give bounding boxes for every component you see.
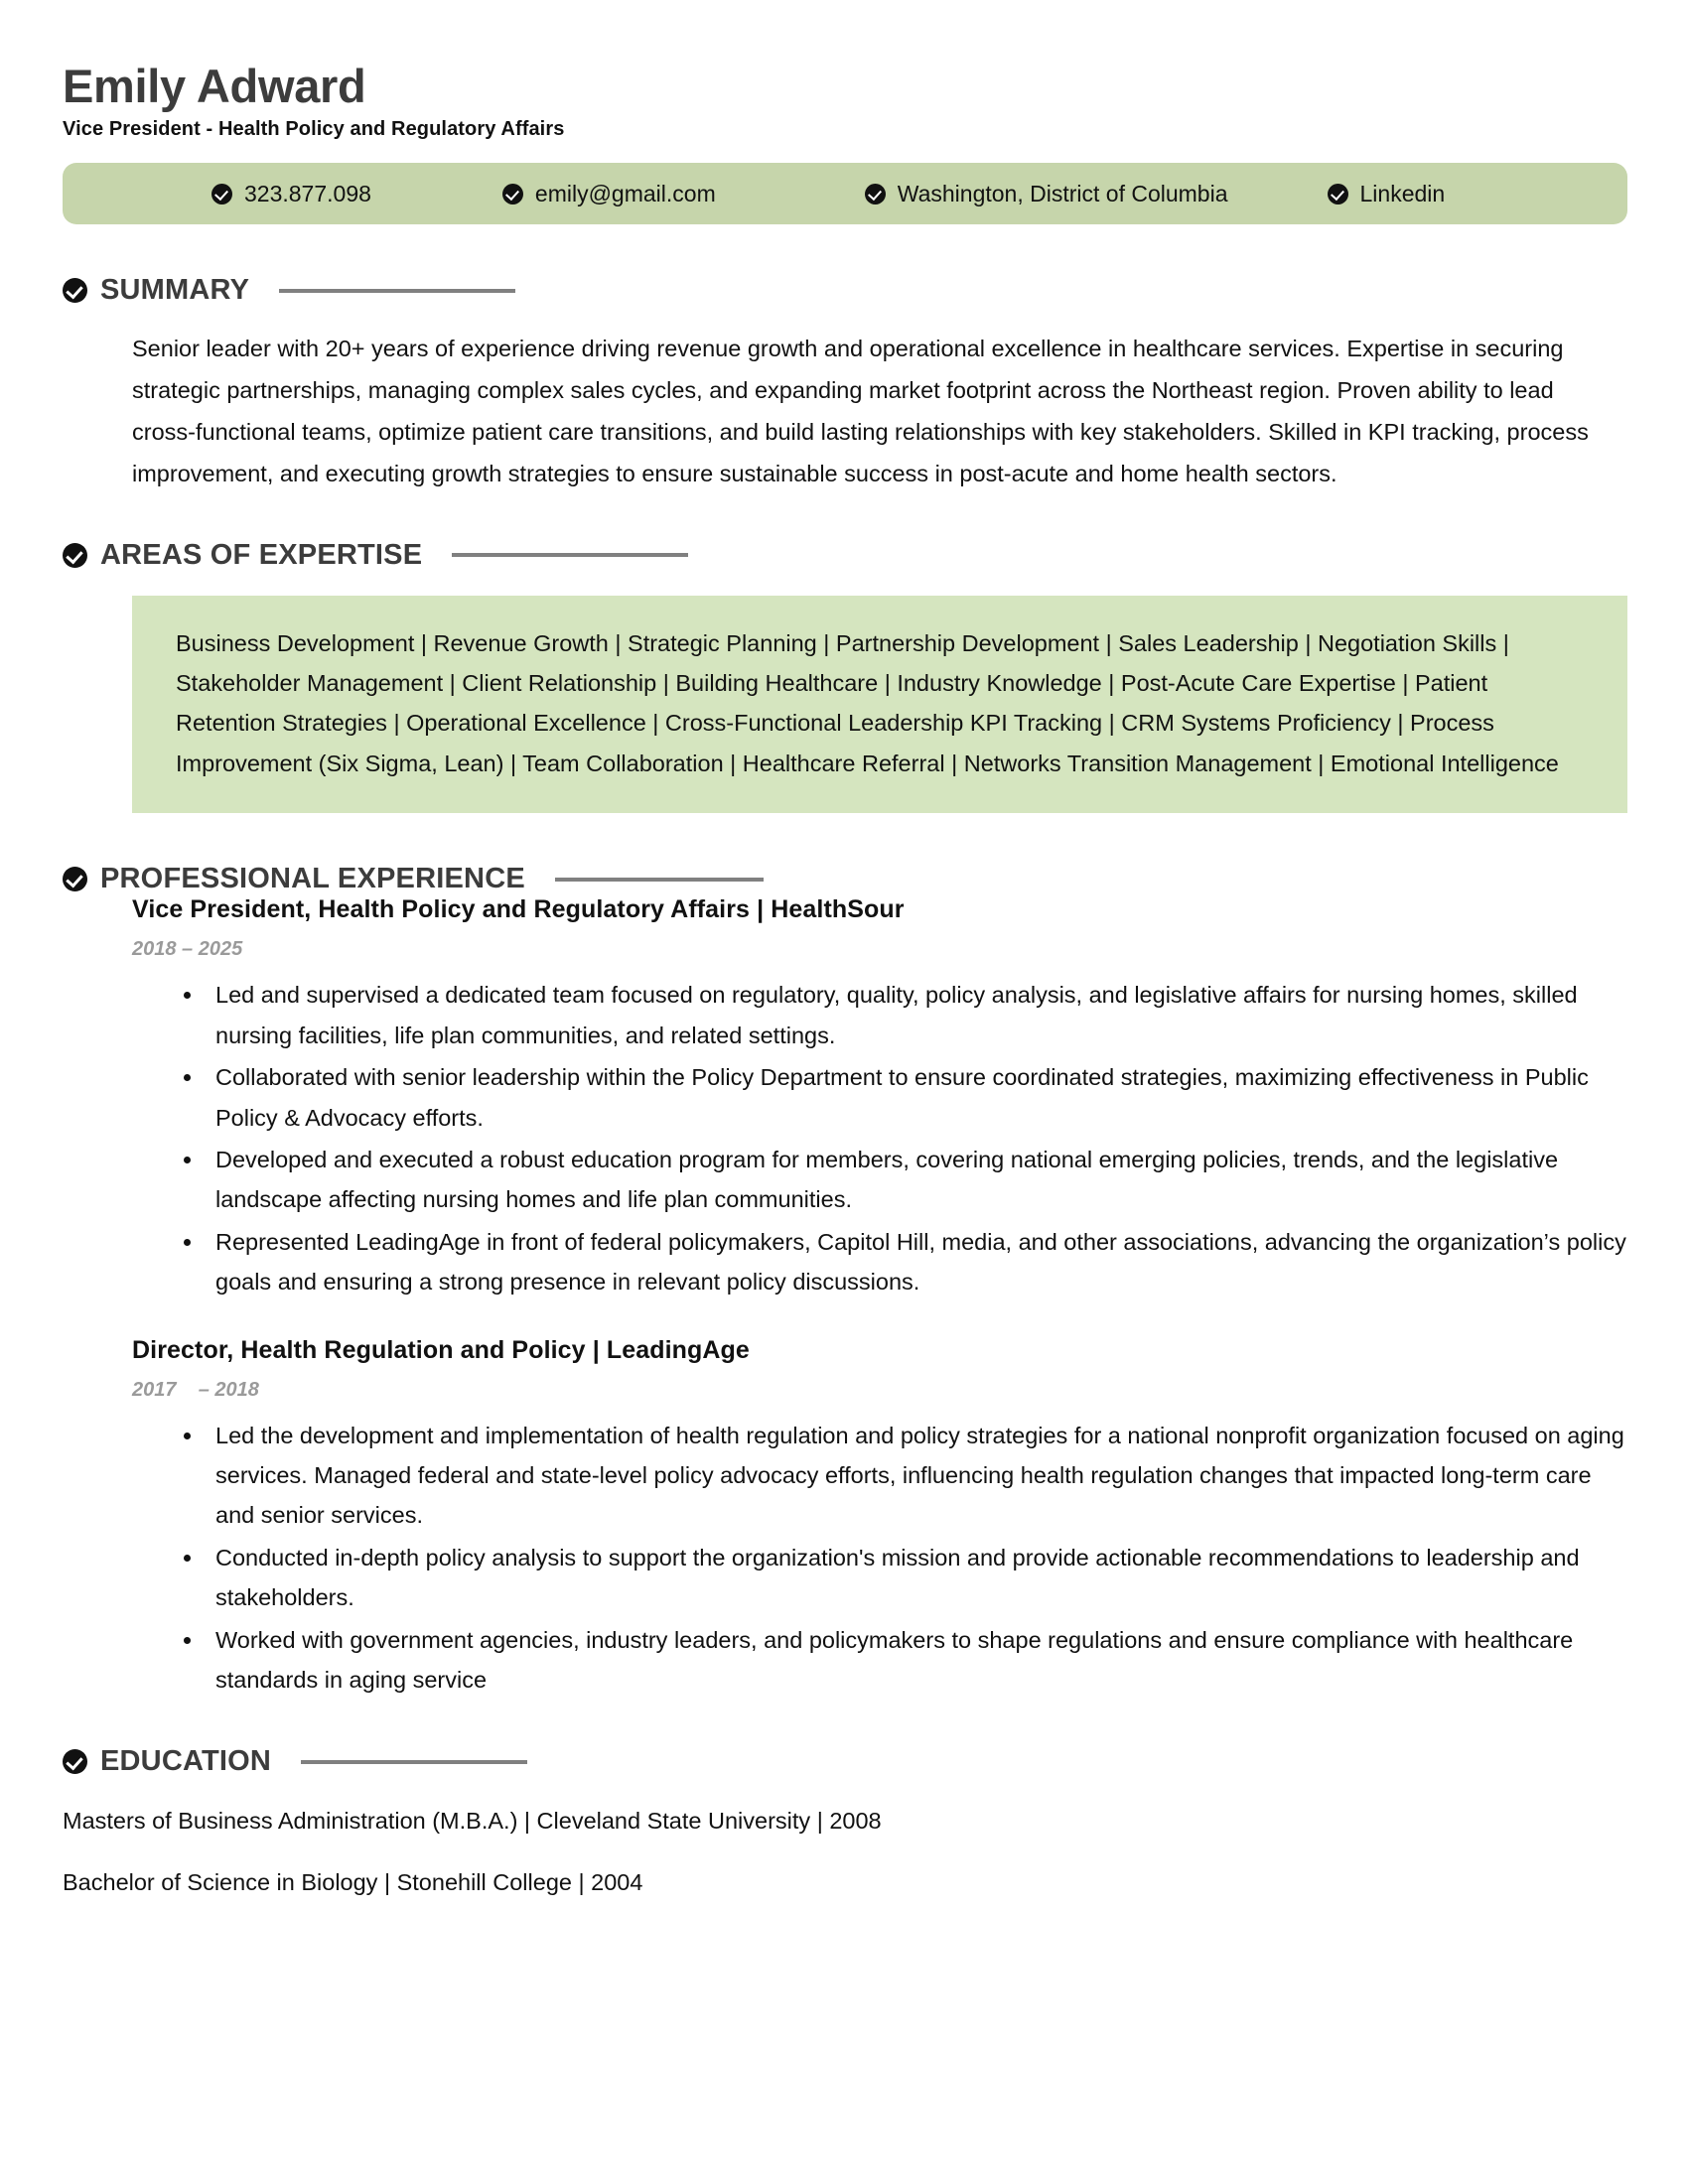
- contact-phone-label: 323.877.098: [244, 180, 371, 206]
- candidate-job-title: Vice President - Health Policy and Regulatory Affairs: [63, 118, 565, 141]
- list-item: Collaborated with senior leadership within the Policy Department to ensure coordinated strategies, maximizing effectiveness in Public Policy & Advocacy efforts.: [184, 1057, 1633, 1138]
- list-item: Led the development and implementation of health regulation and policy strategies for a national nonprofit organization focused on aging services. Managed federal and state-level policy advocacy efforts, influencing health regulation changes that impacted long-term care and senior services.: [184, 1416, 1633, 1536]
- contact-location-label: Washington, District of Columbia: [897, 180, 1228, 206]
- experience-section: [55, 863, 1633, 1700]
- education-section-header: [63, 1745, 1633, 1778]
- check-badge-icon: [1328, 184, 1348, 205]
- job-bullets: [132, 975, 1633, 1301]
- experience-job: [132, 895, 1633, 1301]
- expertise-section: [55, 539, 1633, 814]
- summary-section: [55, 274, 1633, 494]
- expertise-list: Business Development | Revenue Growth | Strategic Planning | Partnership Development | Sales Leadership | Negotiation Skills | Stakeholder Management | Client Relationship | Building Healthcare | Industry Knowledge | Post-Acute Care Expertise | Patient Retention Strategies | Operational Excellence | Cross-Functional Leadership KPI Tracking | CRM Systems Proficiency | Process Improvement (Six Sigma, Lean) | Team Collaboration | Healthcare Referral | Networks Transition Management | Emotional Intelligence: [176, 629, 1559, 776]
- contact-location[interactable]: [865, 181, 1228, 207]
- check-badge-icon: [63, 278, 87, 303]
- check-badge-icon: [63, 1749, 87, 1774]
- resume-header: [55, 0, 1633, 141]
- experience-section-title: PROFESSIONAL EXPERIENCE: [100, 863, 525, 895]
- education-entry: Bachelor of Science in Biology | Stonehill College | 2004: [63, 1868, 643, 1895]
- job-dates: 2018 – 2025: [132, 938, 243, 961]
- contact-linkedin-label: Linkedin: [1359, 180, 1446, 206]
- expertise-section-header: [63, 539, 1633, 572]
- section-rule: [279, 289, 515, 293]
- contact-bar: [63, 163, 1627, 224]
- candidate-name: Emily Adward: [63, 60, 366, 112]
- list-item: Conducted in-depth policy analysis to support the organization's mission and provide actionable recommendations to leadership and stakeholders.: [184, 1538, 1633, 1618]
- experience-section-header: [63, 863, 1633, 895]
- job-heading: Director, Health Regulation and Policy | LeadingAge: [132, 1335, 750, 1364]
- expertise-section-title: AREAS OF EXPERTISE: [100, 538, 423, 571]
- check-badge-icon: [502, 184, 523, 205]
- check-badge-icon: [865, 184, 886, 205]
- list-item: Led and supervised a dedicated team focused on regulatory, quality, policy analysis, and legislative affairs for nursing homes, skilled nursing facilities, life plan communities, and related settings.: [184, 975, 1633, 1055]
- summary-section-title: SUMMARY: [100, 274, 250, 307]
- section-rule: [555, 878, 764, 882]
- contact-phone[interactable]: [211, 181, 371, 207]
- check-badge-icon: [211, 184, 232, 205]
- summary-section-header: [63, 274, 1633, 307]
- contact-email-label: emily@gmail.com: [534, 180, 716, 206]
- list-item: Worked with government agencies, industry leaders, and policymakers to shape regulations and ensure compliance with healthcare standards in aging service: [184, 1620, 1633, 1701]
- expertise-box: [132, 596, 1627, 814]
- job-heading: Vice President, Health Policy and Regulatory Affairs | HealthSour: [132, 895, 905, 924]
- section-rule: [301, 1760, 527, 1764]
- list-item: Developed and executed a robust education program for members, covering national emerging policies, trends, and the legislative landscape affecting nursing homes and life plan communities.: [184, 1140, 1633, 1220]
- check-badge-icon: [63, 543, 87, 568]
- list-item: Represented LeadingAge in front of federal policymakers, Capitol Hill, media, and other associations, advancing the organization’s policy goals and ensuring a strong presence in relevant policy discussions.: [184, 1222, 1633, 1302]
- experience-job: [132, 1336, 1633, 1701]
- job-dates: 2017 – 2018: [132, 1378, 259, 1401]
- section-rule: [452, 553, 688, 557]
- job-bullets: [132, 1416, 1633, 1701]
- education-section: [55, 1745, 1633, 1900]
- education-section-title: EDUCATION: [100, 1745, 272, 1778]
- contact-email[interactable]: [502, 181, 716, 207]
- summary-paragraph: Senior leader with 20+ years of experience driving revenue growth and operational excellence in healthcare services. Expertise in securing strategic partnerships, managing complex sales cycles, and expanding market footprint across the Northeast region. Proven ability to lead cross-functional teams, optimize patient care transitions, and build lasting relationships with key stakeholders. Skilled in KPI tracking, process improvement, and executing growth strategies to ensure sustainable success in post-acute and home health sectors.: [132, 336, 1589, 486]
- check-badge-icon: [63, 867, 87, 891]
- contact-linkedin[interactable]: [1328, 181, 1446, 207]
- education-entry: Masters of Business Administration (M.B.A.) | Cleveland State University | 2008: [63, 1808, 882, 1835]
